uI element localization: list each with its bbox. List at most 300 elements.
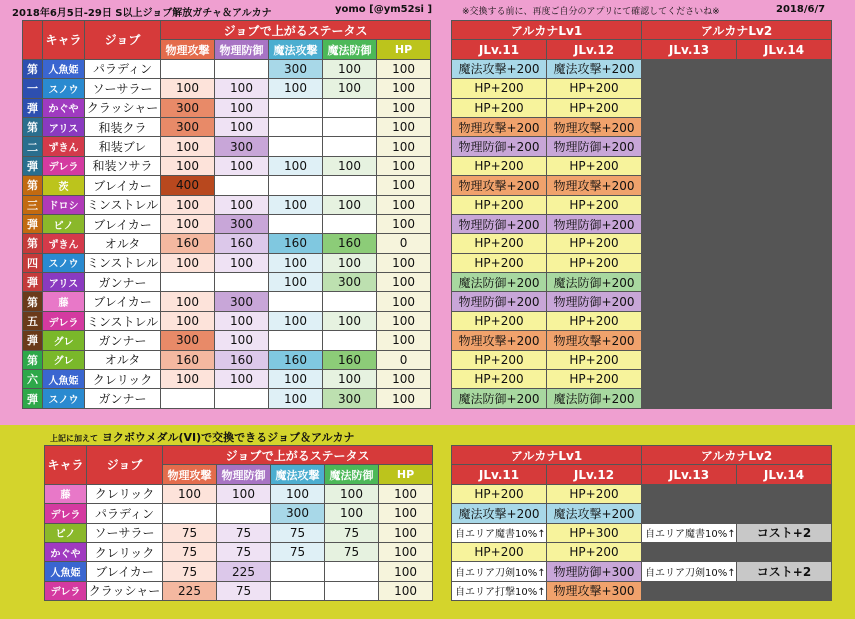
jlv-header: JLv.11 [452,465,547,484]
stat-value: 100 [215,79,269,98]
stat-value: 225 [217,562,271,581]
arcana-cell: HP+300 [547,523,642,542]
group-label: 三 [23,195,43,214]
stat-value: 100 [377,195,431,214]
table-row [23,311,431,330]
arcana-cell [737,484,832,503]
arcana-cell: 魔法攻撃+200 [547,504,642,523]
stat-value: 100 [377,273,431,292]
arcana-row [452,523,832,542]
stat-header: 魔法攻撃 [271,465,325,484]
jlv-header: JLv.12 [547,465,642,484]
table-row [23,176,431,195]
arcana-cell: 物理防御+200 [547,137,642,156]
arcana-empty [642,117,737,136]
chara-badge: スノウ [43,79,85,98]
arcana-cell: HP+200 [547,156,642,175]
arcana-cell: HP+200 [452,79,547,98]
table-row [23,370,431,389]
stat-value: 225 [163,581,217,600]
job-name: ガンナー [85,273,161,292]
page-title: 2018年6月5日-29日 S以上ジョブ解放ガチャ＆アルカナ [12,8,272,19]
arcana-cell: 魔法防御+200 [452,389,547,408]
chara-header: キャラ [43,21,85,60]
arcana-cell [737,581,832,600]
job-name: ブレイカー [87,562,163,581]
arcana-cell [642,504,737,523]
group-label: 一 [23,79,43,98]
chara-badge: かぐや [43,98,85,117]
stat-value [269,176,323,195]
job-name: 和装ソサラ [85,156,161,175]
stat-value: 100 [325,484,379,503]
table-row [23,214,431,233]
arcana-cell [737,504,832,523]
chara-badge: デレラ [45,504,87,523]
table-row [23,253,431,272]
arcana-empty [737,311,832,330]
arcana-lv1-header: アルカナLv1 [452,446,642,465]
stat-value: 100 [377,79,431,98]
table-row [23,389,431,408]
stat-value: 100 [379,581,433,600]
stat-value: 100 [379,504,433,523]
job-name: ブレイカー [85,176,161,195]
chara-badge: グレ [43,331,85,350]
status-header: ジョブで上がるステータス [163,446,433,465]
stat-value [269,137,323,156]
arcana-cell: HP+200 [547,370,642,389]
arcana-cell: HP+200 [547,253,642,272]
arcana-cell: HP+200 [452,542,547,561]
arcana-cell: HP+200 [547,98,642,117]
medal-section-prefix: 上記に加えて [50,434,98,443]
group-label: 四 [23,253,43,272]
job-name: クレリック [87,484,163,503]
arcana-empty [642,79,737,98]
arcana-cell [642,581,737,600]
stat-value: 160 [215,350,269,369]
stat-value: 100 [377,98,431,117]
stat-value: 100 [161,195,215,214]
arcana-empty [737,350,832,369]
chara-badge: 藤 [43,292,85,311]
stat-header: 魔法防御 [323,40,377,59]
stat-value: 100 [269,370,323,389]
arcana-cell: 物理防御+300 [547,562,642,581]
table-row [23,79,431,98]
stat-value: 100 [323,59,377,78]
arcana-empty [642,156,737,175]
stat-value: 300 [323,273,377,292]
arcana-empty [642,234,737,253]
stat-value: 100 [161,253,215,272]
arcana-cell: HP+200 [452,234,547,253]
stat-value: 300 [215,137,269,156]
stat-value: 100 [161,156,215,175]
group-label: 五 [23,311,43,330]
arcana-cell: HP+200 [547,234,642,253]
stat-value [215,176,269,195]
chara-badge: グレ [43,350,85,369]
table-row [23,98,431,117]
arcana-row [452,234,832,253]
stat-value: 300 [161,117,215,136]
table-row [23,156,431,175]
chara-badge: アリス [43,117,85,136]
chara-badge: 茨 [43,176,85,195]
job-name: ミンストレル [85,253,161,272]
arcana-cell: 物理防御+200 [547,292,642,311]
arcana-empty [737,79,832,98]
arcana-row [452,195,832,214]
arcana-cell: 魔法防御+200 [547,273,642,292]
arcana-lv2-header: アルカナLv2 [642,21,832,40]
chara-badge: 藤 [45,484,87,503]
arcana-row [452,292,832,311]
table-row [45,523,433,542]
group-label: 弾 [23,156,43,175]
arcana-empty [737,292,832,311]
arcana-row [452,542,832,561]
group-label: 弾 [23,389,43,408]
table-row [23,331,431,350]
stat-value: 100 [377,389,431,408]
stat-value: 75 [163,542,217,561]
stat-value: 100 [215,98,269,117]
group-header [23,21,43,60]
table-row [45,484,433,503]
stat-value: 75 [163,523,217,542]
stat-value: 100 [161,311,215,330]
arcana-empty [737,253,832,272]
arcana-cell: HP+200 [547,79,642,98]
chara-badge: スノウ [43,389,85,408]
arcana-cell [642,484,737,503]
stat-value: 100 [323,370,377,389]
stat-value [215,389,269,408]
job-header: ジョブ [87,446,163,485]
arcana-empty [737,156,832,175]
stat-value: 100 [269,195,323,214]
stat-value [325,562,379,581]
arcana-cell: 自エリア魔書10%↑ [642,523,737,542]
job-name: 和装ブレ [85,137,161,156]
arcana-row [452,156,832,175]
stat-value: 75 [325,523,379,542]
stat-value: 160 [323,234,377,253]
stat-value: 100 [377,370,431,389]
stat-value: 100 [215,156,269,175]
stat-value: 100 [379,484,433,503]
stat-value [161,59,215,78]
stat-value [269,98,323,117]
stat-value [323,98,377,117]
group-label: 第 [23,292,43,311]
arcana-cell: HP+200 [452,311,547,330]
chara-badge: デレラ [43,311,85,330]
job-name: オルタ [85,350,161,369]
arcana-cell: コスト+2 [737,523,832,542]
group-label: 弾 [23,98,43,117]
chara-badge: 人魚姫 [43,370,85,389]
stat-value: 75 [271,542,325,561]
stat-value [269,214,323,233]
stat-value [217,504,271,523]
arcana-cell: 魔法防御+200 [547,389,642,408]
medal-section-title [50,429,355,445]
stat-value [215,273,269,292]
table-row [23,292,431,311]
arcana-empty [642,331,737,350]
arcana-cell: HP+200 [547,195,642,214]
stat-header: 物理攻撃 [163,465,217,484]
arcana-cell: 物理防御+200 [452,292,547,311]
stat-value: 300 [215,214,269,233]
chara-badge: 人魚姫 [45,562,87,581]
arcana-row [452,214,832,233]
table-row [45,542,433,561]
arcana-cell: HP+200 [452,350,547,369]
stat-value: 100 [377,292,431,311]
medal-job-table [44,445,433,601]
stat-value: 100 [377,137,431,156]
stat-value: 100 [161,79,215,98]
arcana-row [452,273,832,292]
stat-value: 100 [377,331,431,350]
arcana-row [452,484,832,503]
stat-value [269,117,323,136]
arcana-empty [737,176,832,195]
stat-header: 物理防御 [215,40,269,59]
stat-value: 100 [323,195,377,214]
stat-value: 300 [269,59,323,78]
arcana-lv1-header: アルカナLv1 [452,21,642,40]
stat-value [271,581,325,600]
stat-value: 160 [161,234,215,253]
arcana-row [452,137,832,156]
medal-arcana-table [451,445,832,601]
arcana-empty [737,234,832,253]
table-row [23,350,431,369]
stat-value: 100 [269,253,323,272]
arcana-empty [642,98,737,117]
table-row [45,581,433,600]
group-label: 第 [23,117,43,136]
stat-value: 100 [377,214,431,233]
arcana-cell: 物理防御+200 [452,214,547,233]
arcana-lv2-header: アルカナLv2 [642,446,832,465]
chara-badge: ピノ [45,523,87,542]
stat-value: 75 [271,523,325,542]
arcana-cell: 自エリア魔書10%↑ [452,523,547,542]
stat-value: 300 [323,389,377,408]
stat-value [325,581,379,600]
arcana-empty [642,195,737,214]
stat-value [323,117,377,136]
stat-value: 100 [217,484,271,503]
arcana-row [452,98,832,117]
chara-badge: スノウ [43,253,85,272]
arcana-cell: 物理攻撃+300 [547,581,642,600]
stat-value [161,389,215,408]
arcana-cell: HP+200 [452,98,547,117]
job-name: ソーサラー [85,79,161,98]
stat-value [323,214,377,233]
status-header: ジョブで上がるステータス [161,21,431,40]
stat-value: 100 [377,253,431,272]
arcana-cell: 魔法攻撃+200 [452,504,547,523]
arcana-row [452,370,832,389]
stat-value: 100 [379,542,433,561]
arcana-empty [642,59,737,78]
arcana-cell: 物理攻撃+200 [547,176,642,195]
stat-value: 300 [161,98,215,117]
stat-value [161,273,215,292]
arcana-empty [642,389,737,408]
stat-value: 100 [215,253,269,272]
stat-value: 0 [377,234,431,253]
job-name: クラッシャー [87,581,163,600]
chara-header: キャラ [45,446,87,485]
table-row [23,137,431,156]
table-row [23,273,431,292]
stat-value: 100 [161,137,215,156]
arcana-cell: HP+200 [547,350,642,369]
stat-value: 100 [269,79,323,98]
chara-badge: ピノ [43,214,85,233]
chara-badge: ずきん [43,234,85,253]
table-row [23,59,431,78]
arcana-cell: HP+200 [452,253,547,272]
stat-value: 100 [163,484,217,503]
stat-header: 魔法攻撃 [269,40,323,59]
arcana-cell: HP+200 [547,311,642,330]
jlv-header: JLv.14 [737,465,832,484]
arcana-table [451,20,832,409]
stat-value: 160 [161,350,215,369]
arcana-cell [642,542,737,561]
job-name: 和装クラ [85,117,161,136]
arcana-empty [737,59,832,78]
table-row [45,562,433,581]
stat-value [323,137,377,156]
stat-value: 100 [161,370,215,389]
stat-header: 物理防御 [217,465,271,484]
arcana-empty [737,273,832,292]
table-row [23,195,431,214]
stat-value: 75 [217,581,271,600]
arcana-row [452,562,832,581]
chara-badge: デレラ [45,581,87,600]
stat-value: 75 [217,542,271,561]
group-label: 第 [23,234,43,253]
arcana-cell: 物理攻撃+200 [452,117,547,136]
arcana-empty [737,195,832,214]
stat-value [269,331,323,350]
group-label: 弾 [23,273,43,292]
job-name: クラッシャー [85,98,161,117]
medal-section-heading: ヨクボウメダル(VI)で交換できるジョブ＆アルカナ [101,431,355,444]
arcana-cell: HP+200 [547,484,642,503]
table-row [23,117,431,136]
arcana-empty [642,214,737,233]
arcana-row [452,331,832,350]
stat-value: 100 [377,59,431,78]
stat-value: 300 [161,331,215,350]
stat-value [215,59,269,78]
stat-value: 100 [323,156,377,175]
job-name: ミンストレル [85,195,161,214]
group-label: 二 [23,137,43,156]
stat-value: 100 [215,331,269,350]
arcana-empty [737,214,832,233]
stat-value: 0 [377,350,431,369]
table-row [23,234,431,253]
stat-value [163,504,217,523]
arcana-cell: HP+200 [452,484,547,503]
stat-value: 300 [215,292,269,311]
arcana-cell: HP+200 [452,156,547,175]
job-name: ブレイカー [85,214,161,233]
stat-value [323,292,377,311]
arcana-cell: 魔法攻撃+200 [452,59,547,78]
arcana-empty [737,98,832,117]
stat-value: 100 [377,176,431,195]
arcana-row [452,350,832,369]
arcana-cell: 物理防御+200 [452,137,547,156]
group-label: 第 [23,350,43,369]
stat-value [271,562,325,581]
job-name: パラディン [87,504,163,523]
stat-value: 100 [215,195,269,214]
jlv-header: JLv.13 [642,40,737,59]
stat-value: 100 [271,484,325,503]
stat-value: 100 [377,117,431,136]
group-label: 六 [23,370,43,389]
stat-value: 100 [215,117,269,136]
arcana-row [452,581,832,600]
job-name: ガンナー [85,331,161,350]
stat-value [323,176,377,195]
arcana-row [452,79,832,98]
stat-value: 160 [323,350,377,369]
stat-value: 100 [325,504,379,523]
job-name: クレリック [85,370,161,389]
stat-value [269,292,323,311]
arcana-cell: HP+200 [547,542,642,561]
stat-value: 160 [215,234,269,253]
chara-badge: アリス [43,273,85,292]
arcana-empty [642,311,737,330]
job-name: ブレイカー [85,292,161,311]
arcana-cell: 物理攻撃+200 [547,331,642,350]
stat-value: 100 [269,156,323,175]
arcana-cell: 自エリア刀剣10%↑ [642,562,737,581]
arcana-row [452,253,832,272]
job-name: ミンストレル [85,311,161,330]
job-name: ソーサラー [87,523,163,542]
arcana-empty [642,273,737,292]
chara-badge: かぐや [45,542,87,561]
group-label: 第 [23,59,43,78]
arcana-empty [737,389,832,408]
stat-value: 100 [379,562,433,581]
stat-header: HP [377,40,431,59]
stat-value: 100 [323,79,377,98]
stat-value: 100 [377,156,431,175]
chara-badge: ドロシ [43,195,85,214]
